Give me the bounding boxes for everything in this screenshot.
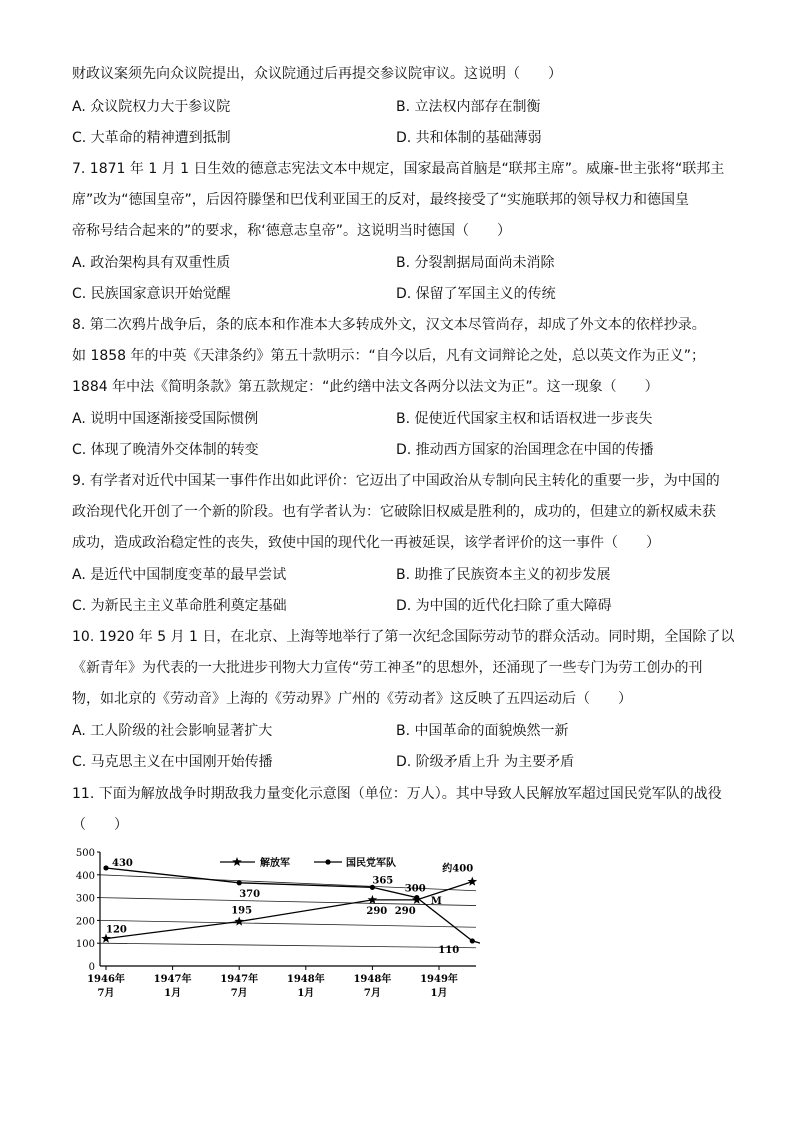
guide-line [100,943,476,948]
q10-option-b[interactable]: B. 中国革命的面貌焕然一新 [396,723,569,739]
q9-option-a[interactable]: A. 是近代中国制度变革的最早尝试 [72,567,287,583]
data-label: 110 [438,944,460,956]
kmt-dot-marker [414,895,419,900]
q10-stem-line-1: 10. 1920 年 5 月 1 日，在北京、上海等地举行了第一次纪念国际劳动节的群众活动。同时期，全国除了以 [72,629,735,645]
q6-stem: 财政议案须先向众议院提出，众议院通过后再提交参议院审议。这说明（ ） [72,66,562,82]
x-tick-label: 7月 [97,988,115,999]
data-label: 195 [231,905,253,917]
q7-option-d[interactable]: D. 保留了军国主义的传统 [396,286,556,302]
q10-option-d[interactable]: D. 阶级矛盾上升 为主要矛盾 [396,754,575,770]
q8-option-d[interactable]: D. 推动西方国家的治国理念在中国的传播 [396,442,654,458]
x-tick-label: 1月 [164,988,182,999]
series-line-kmt [106,868,480,946]
q8-stem-line-1: 8. 第二次鸦片战争后，条的底本和作准本大多转成外文，汉文本尽管尚存，却成了外文本的依样抄录。 [72,317,706,333]
x-tick-label: 1948年 [353,974,392,985]
q10-option-a[interactable]: A. 工人阶级的社会影响显著扩大 [72,723,273,739]
legend-label-kmt: 国民党军队 [346,858,396,869]
q9-stem-line-3: 成功，造成政治稳定性的丧失，致使中国的现代化一再被延误，该学者评价的这一事件（ ） [72,535,660,551]
x-tick-label: 1949年 [420,974,458,985]
y-tick-label: 300 [75,893,95,905]
q11-stem-line-1: 11. 下面为解放战争时期敌我力量变化示意图（单位：万人）。其中导致人民解放军超过国民党军队的战役 [72,786,722,802]
q7-option-b[interactable]: B. 分裂割据局面尚未消除 [396,255,555,271]
q9-stem-line-2: 政治现代化开创了一个新的阶段。也有学者认为：它破除旧权威是胜利的，成功的，但建立的新权威未获 [72,504,716,520]
q8-stem-line-3: 1884 年中法《简明条款》第五款规定：“此约缮中法文各两分以法文为正”。这一现象（ ） [72,379,659,395]
x-tick-label: 1948年 [286,974,325,985]
data-label: 290 [366,905,388,917]
x-tick-label: 1月 [297,988,315,999]
q8-option-b[interactable]: B. 促使近代国家主权和话语权进一步丧失 [396,411,653,427]
q9-option-d[interactable]: D. 为中国的近代化扫除了重大障碍 [396,598,612,614]
q10-stem-line-3: 物，如北京的《劳动音》上海的《劳动界》广州的《劳动者》这反映了五四运动后（ ） [72,691,632,707]
legend-label-pla: 解放军 [260,858,290,869]
x-tick-label: 1947年 [220,974,259,985]
q6-option-a[interactable]: A. 众议院权力大于参议院 [72,99,231,115]
legend-dot-icon [325,859,330,864]
q9-stem-line-1: 9. 有学者对近代中国某一事件作出如此评价：它迈出了中国政治从专制向民主转化的重要一步，为中国的 [72,473,720,489]
q7-stem-line-2: 席”改为“德国皇帝”，后因符滕堡和巴伐利亚国王的反对，最终接受了“实施联邦的领导权力和德国皇 [72,192,690,208]
pla-star-marker [234,917,244,926]
force-change-chart [70,842,480,1002]
q9-option-b[interactable]: B. 助推了民族资本主义的初步发展 [396,567,611,583]
data-label: 430 [112,857,133,869]
q9-option-c[interactable]: C. 为新民主主义革命胜利奠定基础 [72,598,287,614]
q6-option-b[interactable]: B. 立法权内部存在制衡 [396,99,541,115]
q7-stem-line-1: 7. 1871 年 1 月 1 日生效的德意志宪法文本中规定，国家最高首脑是“联邦主席”。威廉-世主张将“联邦主 [72,161,725,177]
x-tick-label: 1月 [430,988,448,999]
data-label: 290 [394,905,416,917]
x-tick-label: 7月 [230,988,248,999]
y-origin-label: 0 [88,962,95,973]
x-tick-label: 1946年 [87,974,125,985]
q7-option-c[interactable]: C. 民族国家意识开始觉醒 [72,286,231,302]
pla-star-marker [368,895,378,904]
q8-option-a[interactable]: A. 说明中国逐渐接受国际惯例 [72,411,259,427]
x-tick-label: 7月 [363,988,381,999]
guide-line [100,920,476,927]
kmt-dot-marker [237,880,242,885]
q7-option-a[interactable]: A. 政治架构具有双重性质 [72,255,231,271]
y-tick-label: 200 [75,916,95,928]
pla-star-marker [468,877,478,886]
q8-option-c[interactable]: C. 体现了晚清外交体制的转变 [72,442,259,458]
data-label: 300 [404,883,426,895]
q10-stem-line-2: 《新青年》为代表的一大批进步刊物大力宣传“劳工神圣”的思想外，还涌现了一些专门为劳工创办的刊 [72,660,703,676]
data-label: 约400 [442,863,474,875]
q8-stem-line-2: 如 1858 年的中英《天津条约》第五十款明示：“自今以后，凡有文词辩论之处，总以英文作为正义”； [72,348,706,364]
data-label: 370 [239,888,261,900]
x-tick-label: 1947年 [153,974,192,985]
q11-stem-line-2: （ ） [72,817,128,833]
q7-stem-line-3: 帝称号结合起来的”的要求，称‘德意志皇帝”。这说明当时德国（ ） [72,223,511,239]
intersection-label: M [430,895,442,907]
y-tick-label: 400 [75,870,95,882]
y-tick-label: 100 [75,939,95,951]
data-label: 120 [106,924,127,936]
q10-option-c[interactable]: C. 马克思主义在中国刚开始传播 [72,754,273,770]
data-label: 365 [372,875,394,887]
q6-option-d[interactable]: D. 共和体制的基础薄弱 [396,130,542,146]
y-tick-label: 500 [75,848,95,859]
kmt-dot-marker [103,865,108,870]
kmt-dot-marker [470,938,475,943]
q6-option-c[interactable]: C. 大革命的精神遭到抵制 [72,130,231,146]
